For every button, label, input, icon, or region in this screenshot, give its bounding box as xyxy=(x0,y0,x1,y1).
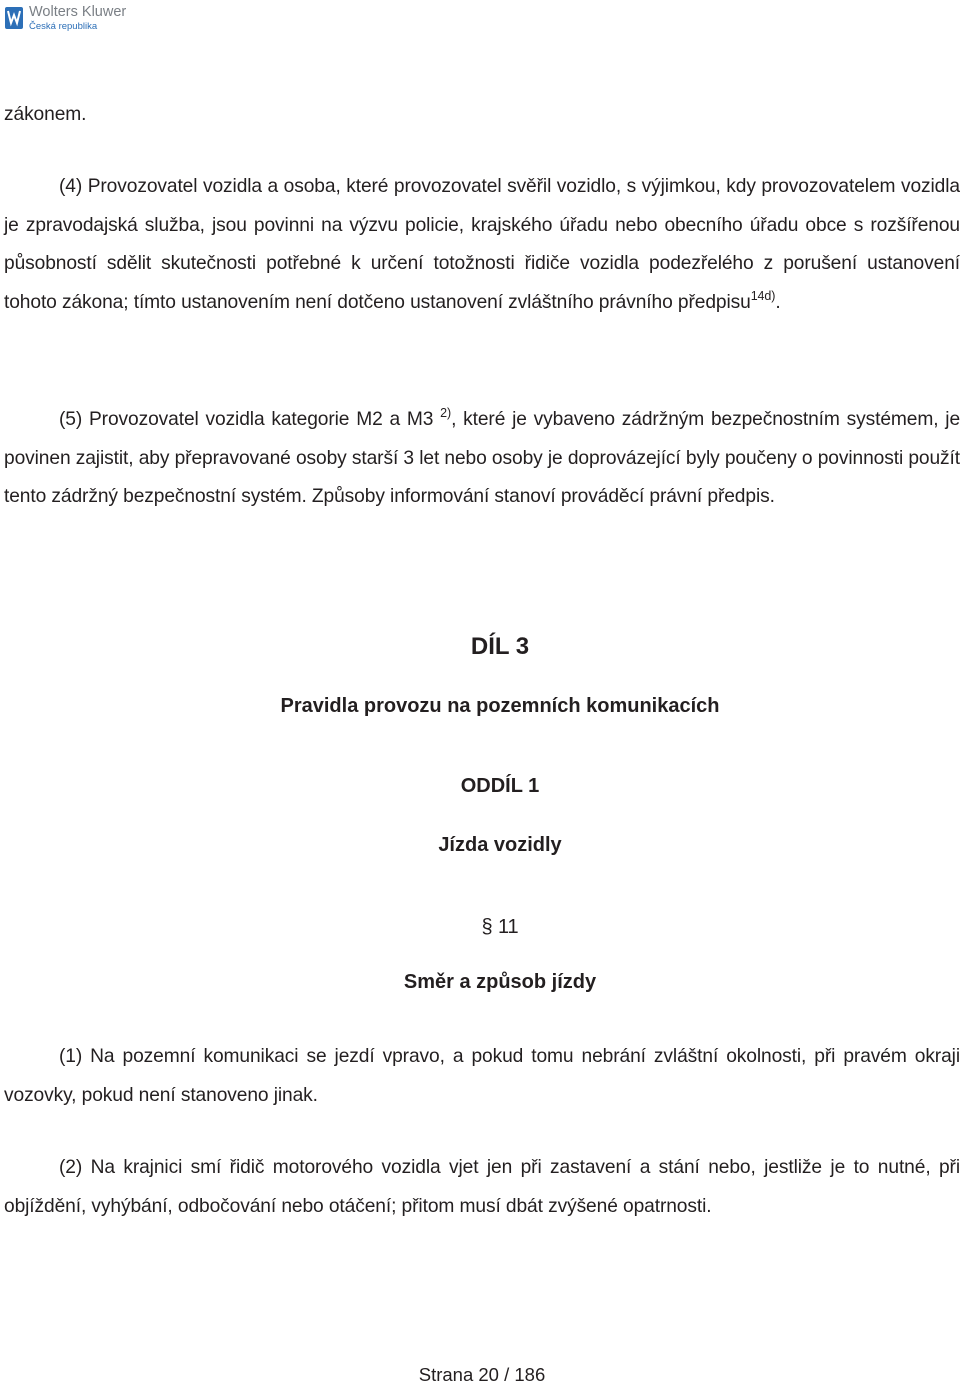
logo-name: Wolters Kluwer xyxy=(29,4,127,20)
part-title: Pravidla provozu na pozemních komunikacích xyxy=(280,695,720,717)
paragraph-5-text-rest: , které je vybaveno zádržným bezpečnostním systémem, je povinen zajistit, aby přepravované osoby starší 3 let nebo osoby je doprovázející byly poučeny o povinnosti použít tento zádržný bezpečnostní systém. Způsoby informování stanoví prováděcí právní předpis. xyxy=(4,409,960,507)
paragraph-number: § 11 xyxy=(481,916,519,938)
wolters-kluwer-logo xyxy=(4,4,126,32)
section-heading: ODDÍL 1 xyxy=(460,775,540,797)
wolters-kluwer-logo-icon xyxy=(4,4,24,32)
page-number: Strana 20 / 186 xyxy=(418,1364,546,1385)
s11-paragraph-1: (1) Na pozemní komunikaci se jezdí vpravo, a pokud tomu nebrání zvláštní okolnosti, při pravém okraji vozovky, pokud není stanoveno jinak. xyxy=(4,1046,960,1106)
footnote-ref-14d: 14d) xyxy=(750,288,776,303)
paragraph-4 xyxy=(4,168,960,322)
footnote-ref-2: 2) xyxy=(440,406,452,420)
paragraph-4-text: (4) Provozovatel vozidla a osoba, které provozovatel svěřil vozidlo, s výjimkou, kdy provozovatelem vozidla je zpravodajská služba, jsou povinni na výzvu policie, krajského úřadu nebo obecního úřadu obce s rozšířenou působností sdělit skutečnosti potřebné k určení totožnosti řidiče vozidla podezřelého z porušení ustanovení tohoto zákona; tímto ustanovením není dotčeno ustanovení zvláštního právního předpisu xyxy=(4,176,960,313)
section-title: Jízda vozidly xyxy=(438,834,562,856)
paragraph-5-text-start: (5) Provozovatel vozidla kategorie M2 a M3 xyxy=(59,409,434,430)
paragraph-4-end: . xyxy=(775,291,781,313)
paragraph-5 xyxy=(4,401,960,517)
lead-in-text: zákonem. xyxy=(4,104,87,125)
logo-subtitle: Česká republika xyxy=(29,20,98,32)
part-heading: DÍL 3 xyxy=(470,633,530,660)
paragraph-title: Směr a způsob jízdy xyxy=(403,971,597,993)
s11-paragraph-2: (2) Na krajnici smí řidič motorového vozidla vjet jen při zastavení a stání nebo, jestliže je to nutné, při objíždění, vyhýbání, odbočování nebo otáčení; přitom musí dbát zvýšené opatrnosti. xyxy=(4,1157,960,1217)
